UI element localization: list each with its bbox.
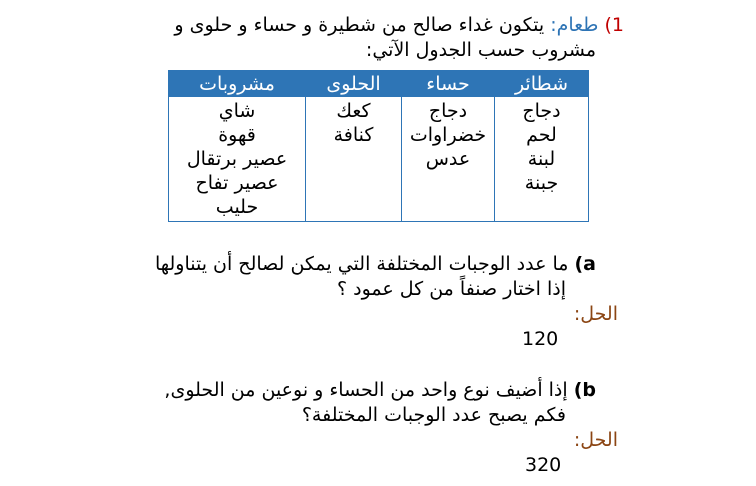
part-b-solution-label: الحل:	[573, 429, 618, 451]
part-b-answer: 320	[525, 454, 562, 476]
table-cell: دجاج	[522, 100, 561, 122]
table-column-sandwiches	[494, 71, 588, 221]
table-column-desserts	[305, 71, 401, 221]
part-a-letter: a)	[574, 253, 596, 275]
table-cell: خضراوات	[409, 124, 487, 146]
question-text-2: مشروب حسب الجدول الآتي:	[365, 39, 596, 61]
table-cell: عصير برتقال	[186, 148, 288, 170]
table-cell: عدس	[425, 148, 471, 170]
part-b-line-1	[164, 378, 596, 402]
table-cell: لحم	[526, 124, 557, 146]
question-number: 1)	[604, 14, 624, 36]
column-body	[402, 97, 494, 171]
column-body	[306, 97, 401, 147]
column-body	[495, 97, 588, 195]
part-a-text-2: إذا اختار صنفاً من كل عمود ؟	[336, 278, 566, 300]
table-column-soup	[401, 71, 494, 221]
question-label: طعام:	[550, 14, 599, 36]
part-b-text-2: فكم يصبح عدد الوجبات المختلفة؟	[301, 404, 566, 426]
column-header: الحلوى	[306, 71, 401, 97]
column-header: حساء	[402, 71, 494, 97]
part-a-solution-label: الحل:	[573, 303, 618, 325]
column-header: شطائر	[495, 71, 588, 97]
meal-options-table	[168, 70, 589, 222]
table-cell: قهوة	[218, 124, 256, 146]
table-cell: دجاج	[428, 100, 468, 122]
table-cell: شاي	[218, 100, 256, 122]
table-cell: لبنة	[527, 148, 556, 170]
part-b-text-1: إذا أضيف نوع واحد من الحساء و نوعين من الحلوى,	[164, 379, 568, 401]
column-header: مشروبات	[169, 71, 305, 97]
question-line-1	[174, 13, 624, 37]
part-a-text-1: ما عدد الوجبات المختلفة التي يمكن لصالح أن يتناولها	[154, 253, 569, 275]
table-cell: كنافة	[333, 124, 374, 146]
table-cell: كعك	[336, 100, 371, 122]
part-b-letter: b)	[573, 379, 596, 401]
table-cell: حليب	[215, 196, 259, 218]
table-column-drinks	[169, 71, 305, 221]
column-body	[169, 97, 305, 219]
part-a-line-1	[155, 252, 596, 276]
question-text-1: يتكون غداء صالح من شطيرة و حساء و حلوى و	[174, 14, 545, 36]
part-a-answer: 120	[522, 328, 559, 350]
table-cell: عصير تفاح	[195, 172, 279, 194]
table-cell: جبنة	[524, 172, 559, 194]
